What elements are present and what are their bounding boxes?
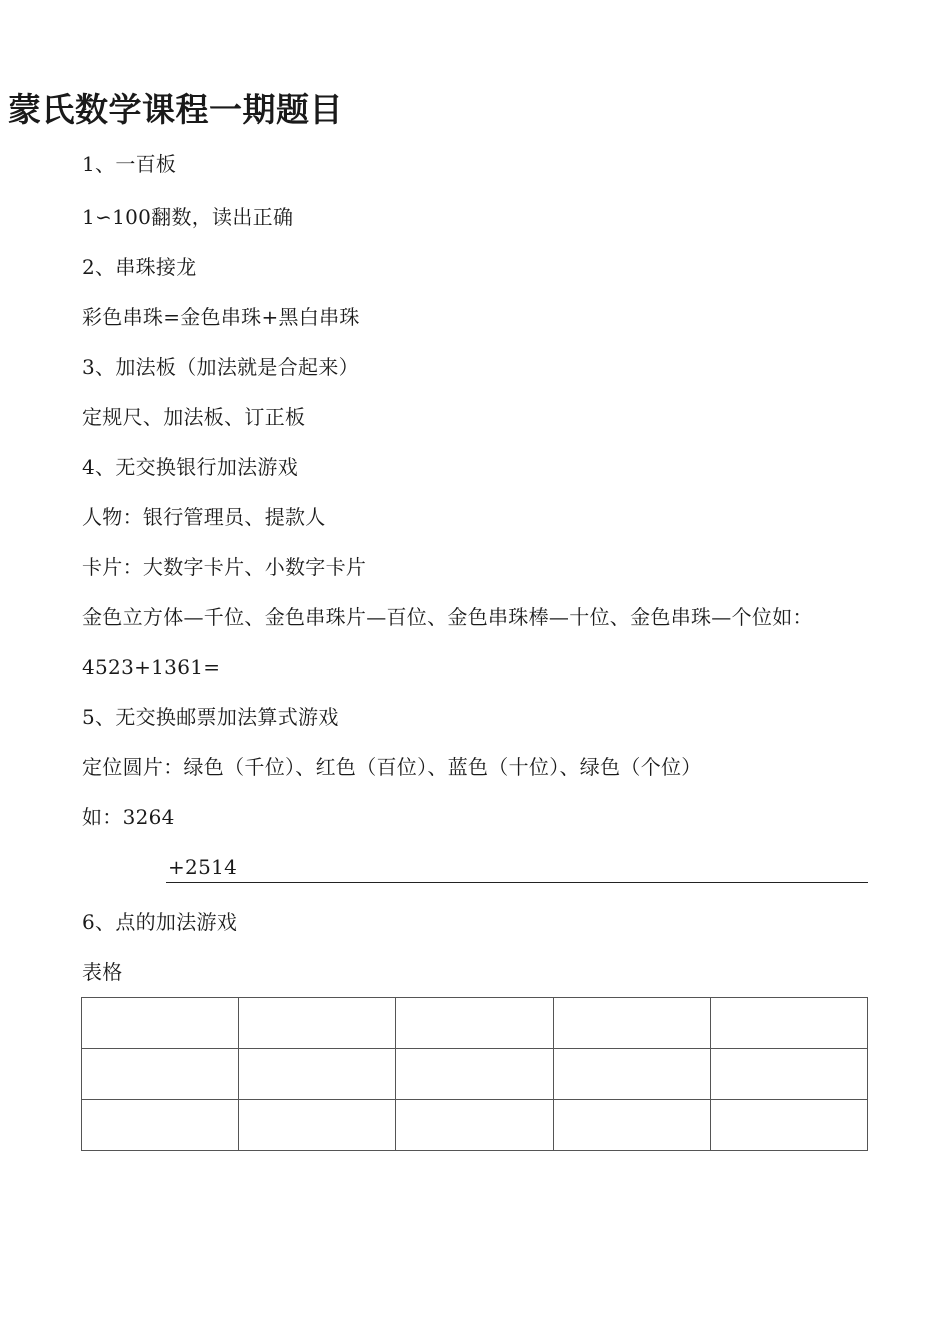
table-cell xyxy=(82,1049,239,1100)
table-cell xyxy=(396,998,553,1049)
table-cell xyxy=(710,1100,867,1151)
table-row xyxy=(82,998,868,1049)
text-flip-numbers: 1∽100翻数，读出正确 xyxy=(82,205,294,229)
heading-dot-game: 6、点的加法游戏 xyxy=(82,910,238,934)
table-cell xyxy=(710,998,867,1049)
text-bead-formula: 彩色串珠=金色串珠+黑白串珠 xyxy=(82,305,360,329)
table-cell xyxy=(239,998,396,1049)
text-bank-characters: 人物：银行管理员、提款人 xyxy=(82,505,326,529)
text-golden-materials: 金色立方体—千位、金色串珠片—百位、金色串珠棒—十位、金色串珠—个位如： xyxy=(82,605,813,629)
heading-bank-game: 4、无交换银行加法游戏 xyxy=(82,455,299,479)
table-cell xyxy=(553,1100,710,1151)
table-cell xyxy=(396,1049,553,1100)
text-bank-cards: 卡片：大数字卡片、小数字卡片 xyxy=(82,555,367,579)
table-cell xyxy=(553,998,710,1049)
text-board-materials: 定规尺、加法板、订正板 xyxy=(82,405,306,429)
heading-bead-chain: 2、串珠接龙 xyxy=(82,255,197,279)
table-cell xyxy=(239,1049,396,1100)
table-cell xyxy=(82,1100,239,1151)
table-cell xyxy=(710,1049,867,1100)
table-row xyxy=(82,1049,868,1100)
text-table-label: 表格 xyxy=(82,960,123,984)
heading-stamp-game: 5、无交换邮票加法算式游戏 xyxy=(82,705,339,729)
sum-underline xyxy=(166,882,868,883)
table-cell xyxy=(82,998,239,1049)
table-cell xyxy=(396,1100,553,1151)
text-stamp-example: 如：3264 xyxy=(82,805,175,829)
table-cell xyxy=(239,1100,396,1151)
document-title: 蒙氏数学课程一期题目 xyxy=(8,90,343,129)
table-row xyxy=(82,1100,868,1151)
table-cell xyxy=(553,1049,710,1100)
heading-hundred-board: 1、一百板 xyxy=(82,152,177,176)
blank-table xyxy=(81,997,868,1151)
heading-addition-board: 3、加法板（加法就是合起来） xyxy=(82,355,359,379)
text-place-value-discs: 定位圆片：绿色（千位）、红色（百位）、蓝色（十位）、绿色（个位） xyxy=(82,755,702,779)
text-stamp-addend: +2514 xyxy=(168,855,238,879)
text-bank-example: 4523+1361= xyxy=(82,655,221,679)
